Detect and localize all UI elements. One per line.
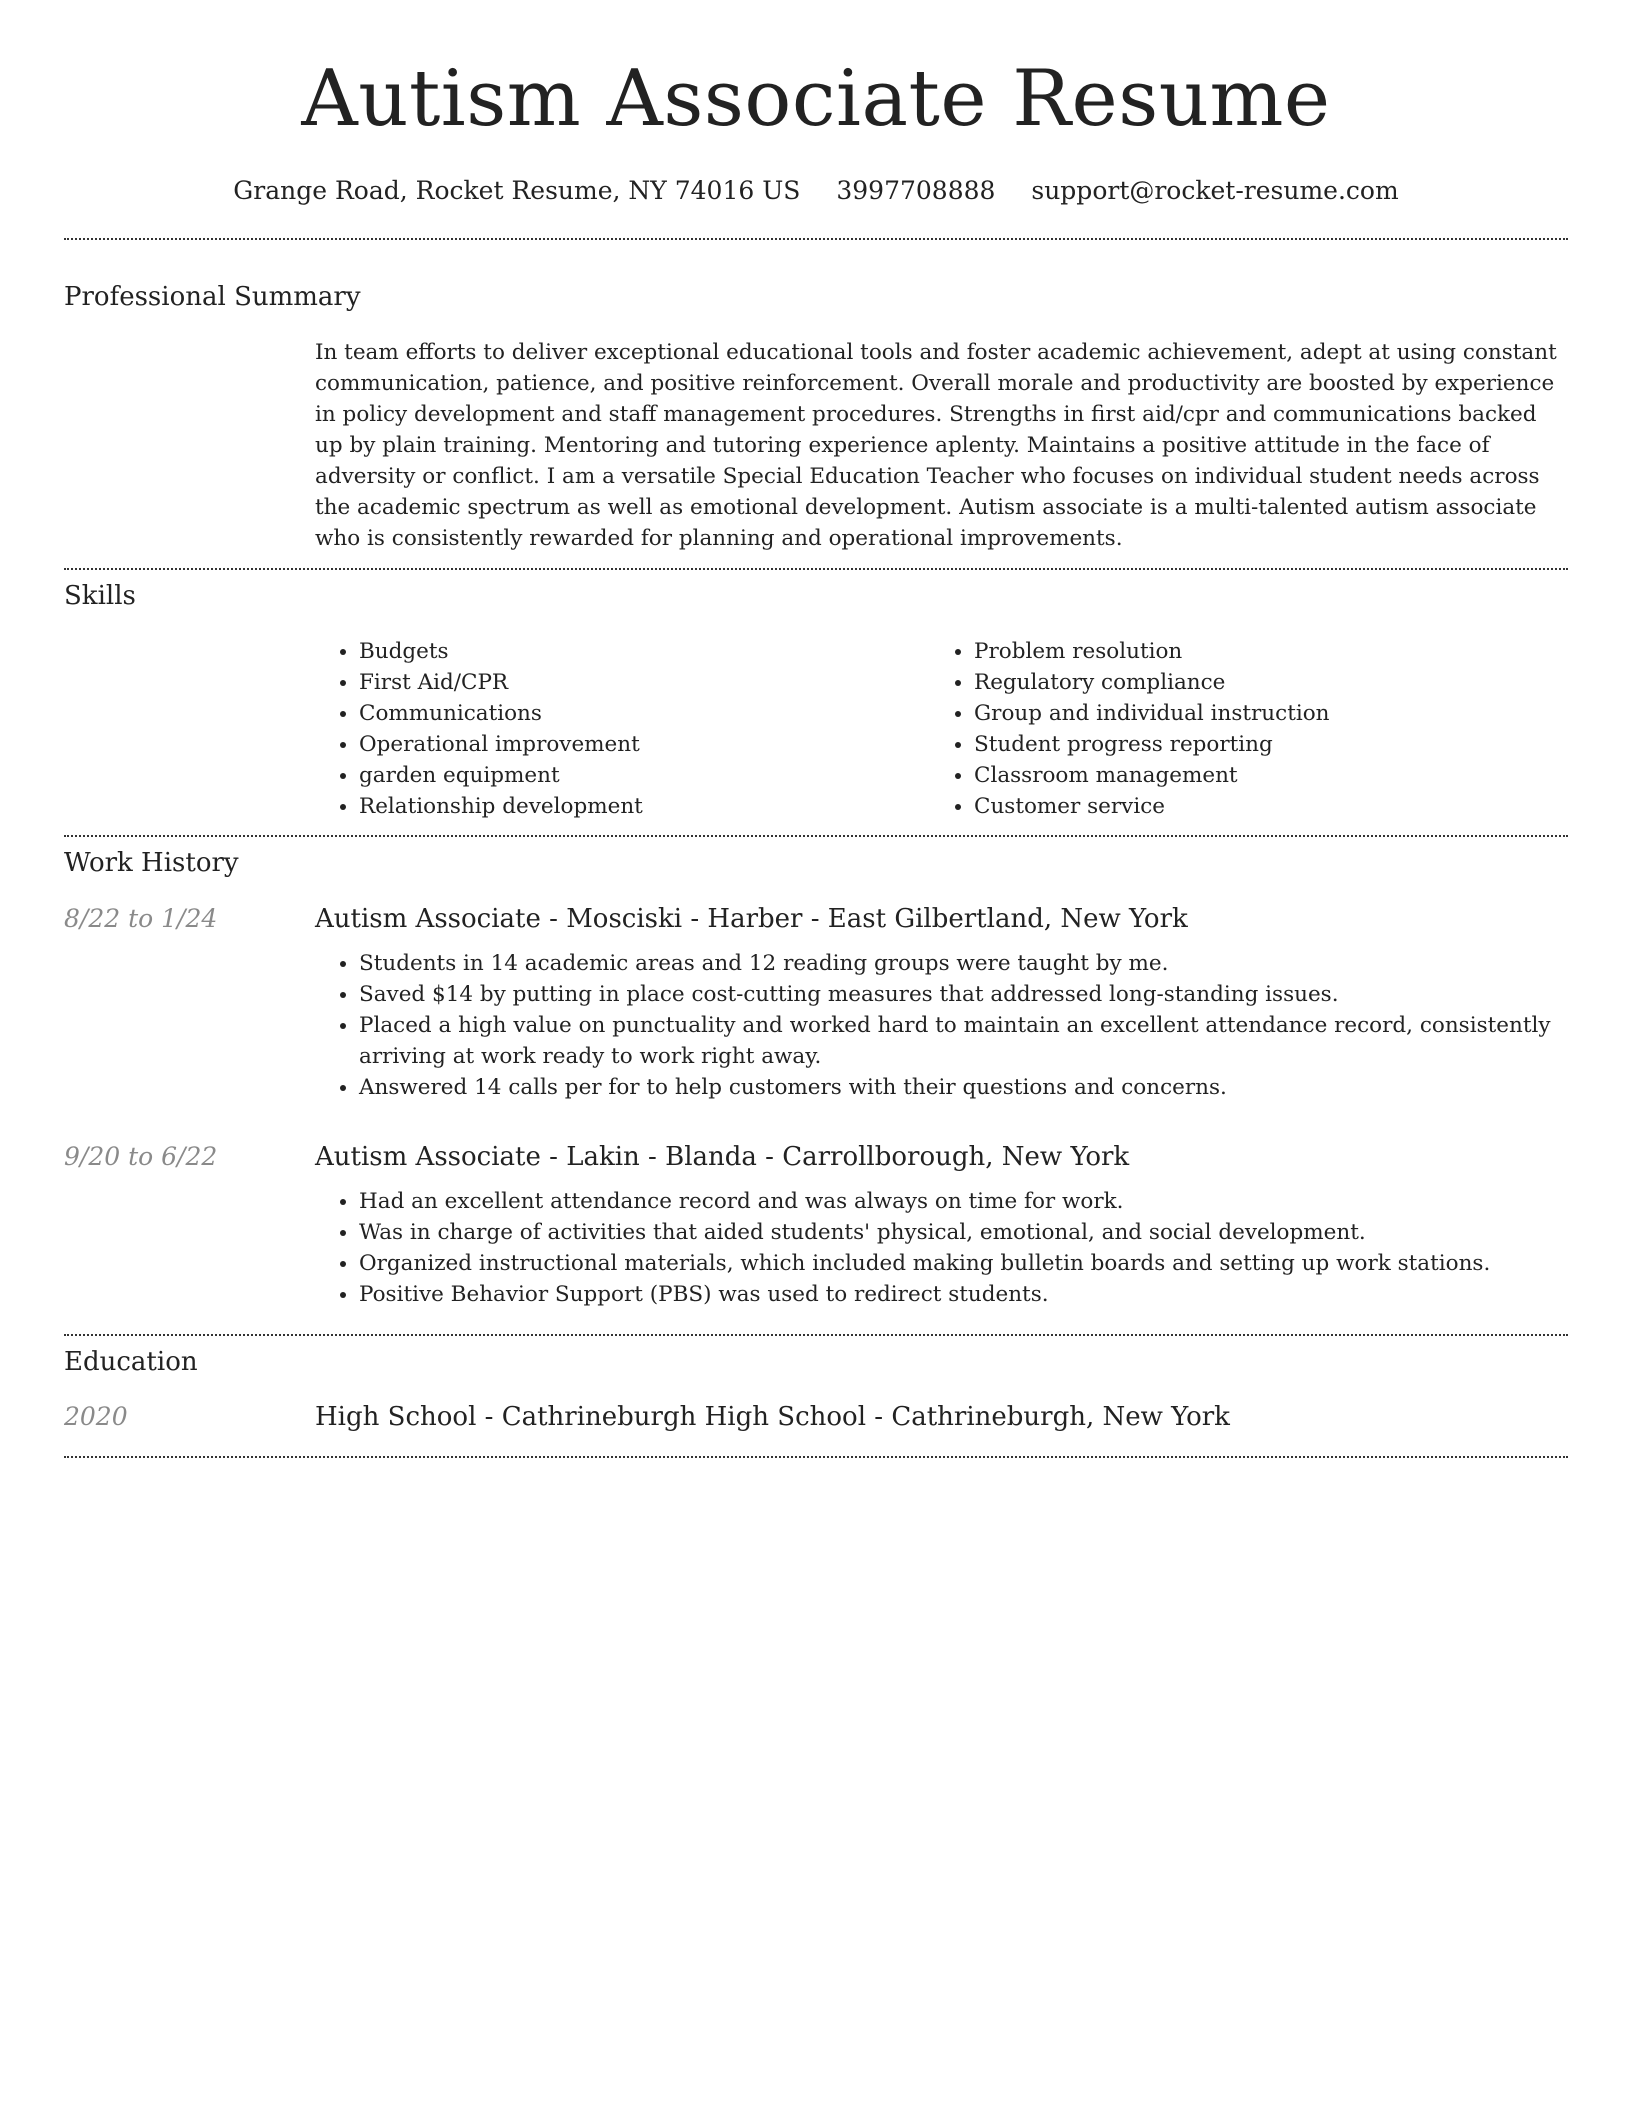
- job-bullets: [315, 948, 1568, 1103]
- job-bullet: • Organized instructional materials, which included making bulletin boards and setting up work stations.: [359, 1248, 1568, 1279]
- job-entry: [64, 1142, 1568, 1310]
- divider: [64, 1456, 1568, 1458]
- education-entry: [64, 1402, 1568, 1432]
- job-header: [64, 1142, 1568, 1172]
- divider: [64, 238, 1568, 240]
- job-bullets: [315, 1186, 1568, 1310]
- summary-text: In team efforts to deliver exceptional educational tools and foster academic achievement, adept at using constant communication, patience, and positive reinforcement. Overall morale and productivity are boosted by experience in policy development and staff management procedures. Strengths in first aid/cpr and communications backed up by plain training. Mentoring and tutoring experience aplenty. Maintains a positive attitude in the face of adversity or conflict. I am a versatile Special Education Teacher who focuses on individual student needs across the academic spectrum as well as emotional development. Autism associate is a multi-talented autism associate who is consistently rewarded for planning and operational improvements.: [315, 340, 1557, 551]
- job-dates: 8/22 to 1/24: [64, 904, 218, 933]
- contact-address: Grange Road, Rocket Resume, NY 74016 US: [233, 176, 801, 205]
- skill-item: • Communications: [359, 698, 930, 729]
- resume-title: Autism Associate Resume: [301, 54, 1331, 144]
- job-bullet: • Saved $14 by putting in place cost-cutting measures that addressed long-standing issues.: [359, 979, 1568, 1010]
- skills-column-right: [930, 636, 1534, 822]
- job-entry: [64, 904, 1568, 1103]
- skills-list: [315, 636, 1568, 822]
- job-title: Autism Associate - Lakin - Blanda - Carrollborough, New York: [315, 1142, 1130, 1172]
- job-header: [64, 904, 1568, 934]
- contact-line: [64, 176, 1568, 205]
- job-bullet: • Answered 14 calls per for to help customers with their questions and concerns.: [359, 1072, 1568, 1103]
- skill-item: • Group and individual instruction: [974, 698, 1534, 729]
- skill-item: • Problem resolution: [974, 636, 1534, 667]
- divider: [64, 1334, 1568, 1336]
- contact-email: support@rocket-resume.com: [1031, 176, 1399, 205]
- job-bullet: • Had an excellent attendance record and was always on time for work.: [359, 1186, 1568, 1217]
- job-bullet: • Students in 14 academic areas and 12 reading groups were taught by me.: [359, 948, 1568, 979]
- skill-item: • Budgets: [359, 636, 930, 667]
- job-bullet: • Positive Behavior Support (PBS) was used to redirect students.: [359, 1279, 1568, 1310]
- section-title-summary: Professional Summary: [64, 282, 361, 312]
- job-dates: 9/20 to 6/22: [64, 1142, 218, 1171]
- skill-item: • Regulatory compliance: [974, 667, 1534, 698]
- skill-item: • Classroom management: [974, 760, 1534, 791]
- skill-item: • Relationship development: [359, 791, 930, 822]
- divider: [64, 835, 1568, 837]
- skill-item: • garden equipment: [359, 760, 930, 791]
- skill-item: • First Aid/CPR: [359, 667, 930, 698]
- skills-column-left: [315, 636, 930, 822]
- education-date: 2020: [64, 1402, 128, 1431]
- skill-item: • Student progress reporting: [974, 729, 1534, 760]
- job-bullet: • Placed a high value on punctuality and worked hard to maintain an excellent attendance record, consistently arriving at work ready to work right away.: [359, 1010, 1568, 1072]
- skill-item: • Customer service: [974, 791, 1534, 822]
- contact-phone: 3997708888: [836, 176, 996, 205]
- resume-page: [64, 0, 1568, 1432]
- divider: [64, 568, 1568, 570]
- education-header: [64, 1402, 1568, 1432]
- job-title: Autism Associate - Mosciski - Harber - East Gilbertland, New York: [315, 904, 1188, 934]
- section-title-work: Work History: [64, 848, 239, 878]
- section-title-education: Education: [64, 1347, 198, 1377]
- education-title: High School - Cathrineburgh High School - Cathrineburgh, New York: [315, 1402, 1230, 1432]
- skill-item: • Operational improvement: [359, 729, 930, 760]
- section-title-skills: Skills: [64, 581, 136, 611]
- job-bullet: • Was in charge of activities that aided students' physical, emotional, and social development.: [359, 1217, 1568, 1248]
